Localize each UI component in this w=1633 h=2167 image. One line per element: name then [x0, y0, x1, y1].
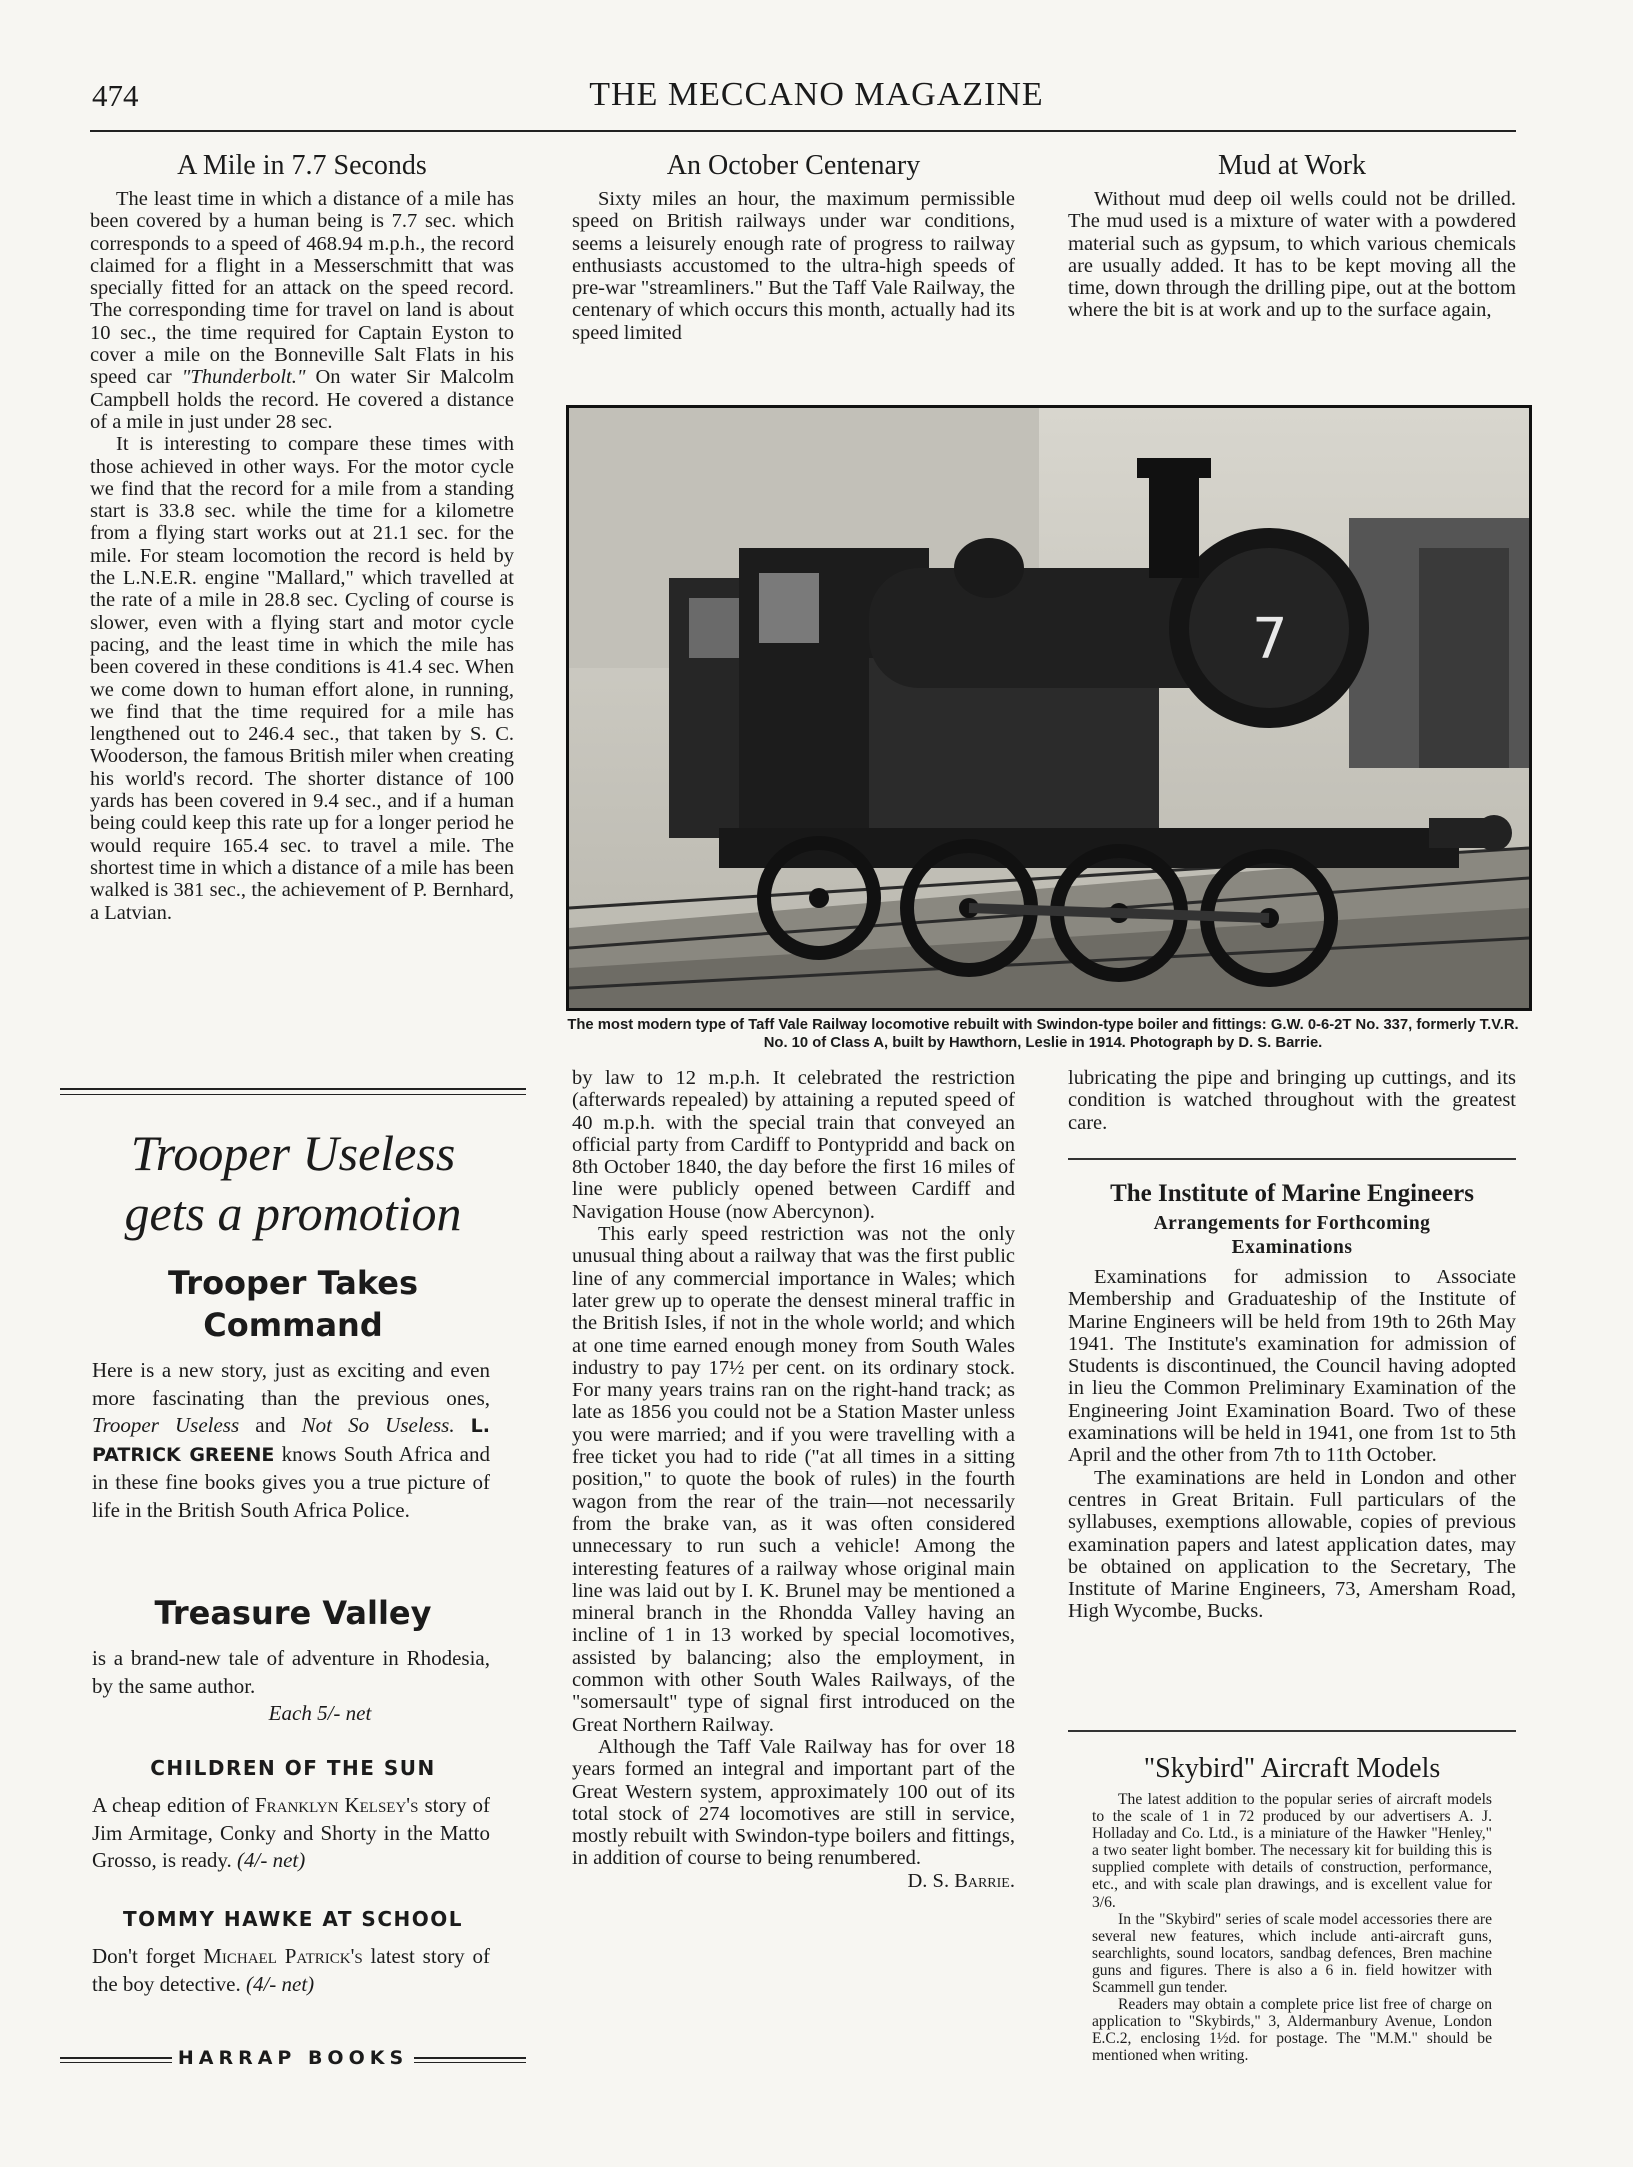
ad-book-description-4: Don't forget Michael Patrick's latest story of the boy detective. (4/- net)	[92, 1944, 491, 1996]
ad-book-price-2: Each 5/- net	[268, 1701, 372, 1725]
article-mile-para-2: It is interesting to compare these times with those achieved in other ways. For the motor cycle we find that the record for a mile from a standing start is 33.8 sec. while the time for a kilometre from a flying start works out at 21.1 sec. for the mile. For steam locomotion the record is held by the L.N.E.R. engine "Mallard," which travelled at the rate of a mile in 28.8 sec. Cycling of course is slower, even with a flying start and motor cycle pacing, and the least time in which the mile has been covered in these conditions is 41.4 sec. When we come down to human effort alone, in running, we find that the time required for a mile has lengthened out to 246.4 sec., that taken by S. C. Wooderson, the famous British miler when creating his world's record. The shorter distance of 100 yards has been covered in 9.4 sec., and if a human being could keep this rate up for a longer period he would require 165.4 sec. to travel a mile. The shortest time in which a distance of a mile has been walked is 381 sec., the achievement of P. Bernhard, a Latvian.	[90, 433, 514, 924]
article-skybird-para-1: The latest addition to the popular series of aircraft models to the scale of 1 in 72 produced by our advertisers A. J. Holladay and Co. Ltd., is a miniature of the Hawker "Henley," a two seater light bomber. The necessary kit for building this is supplied complete with details of construction, performance, etc., and with scale plan drawings, and is excellent value for 3/6.	[1092, 1791, 1492, 1911]
article-mud-para-1: Without mud deep oil wells could not be drilled. The mud used is a mixture of water with a powdered material such as gypsum, to which various chemicals are usually added. It has to be kept moving all the time, down through the drilling pipe, out at the bottom where the bit is at work and up to the surface again,	[1068, 188, 1516, 322]
section-divider	[1068, 1158, 1516, 1160]
publisher-name: HARRAP BOOKS	[172, 2047, 414, 2069]
locomotive-illustration	[569, 408, 1529, 1008]
article-mud	[1068, 150, 1516, 322]
locomotive-photo	[566, 405, 1532, 1011]
article-institute-para-2: The examinations are held in London and other centres in Great Britain. Full particulars of the syllabuses, exemptions allowable, copies of previous examination papers and latest application dates, may be obtained on application to the Secretary, The Institute of Marine Engineers, 73, Amersham Road, High Wycombe, Bucks.	[1068, 1466, 1516, 1623]
article-october-continued	[572, 1067, 1015, 1892]
page-number: 474	[92, 78, 139, 113]
ad-publisher-banner	[60, 2047, 526, 2073]
article-skybird-title: "Skybird" Aircraft Models	[1143, 1753, 1441, 1784]
article-october-para-1: Sixty miles an hour, the maximum permissible speed on British railways under war conditions, seems a leisurely enough rate of progress to railway enthusiasts accustomed to the ultra-high speeds of pre-war "streamliners." But the Taff Vale Railway, the centenary of which occurs this month, actually had its speed limited	[572, 188, 1015, 344]
article-skybird-para-2: In the "Skybird" series of scale model accessories there are several new features, which include anti-aircraft guns, searchlights, sound locators, sandbag defences, Bren machine guns and figures. There is also a 6 in. field howitzer with Scammell gun tender.	[1092, 1910, 1492, 1997]
ad-book-title-tommy-hawke: TOMMY HAWKE AT SCHOOL	[123, 1907, 463, 1931]
magazine-title: THE MECCANO MAGAZINE	[589, 76, 1044, 113]
section-divider	[1068, 1730, 1516, 1732]
article-october-para-3: This early speed restriction was not the only unusual thing about a railway that was the first public line of any commercial importance in Wales; which later grew up to operate the densest mineral traffic in the British Isles, if not in the whole world; and which at one time earned enough money from South Wales industry to pay 17½ per cent. on its ordinary stock. For many years trains ran on the right-hand track; as late as 1856 you could not be a Station Master unless you were married; and if you were travelling with a free ticket you had to ride ("at all times in a sitting position," to quote the book of rules) in the fourth wagon from the rear of the train—not necessarily from the brake van, as it was often considered unnecessary to run such a vehicle! Among the interesting features of a railway whose original main line was laid out by I. K. Brunel may be mentioned a mineral branch in the Rhondda Valley having an incline of 1 in 13 worked by special locomotives, assisted by balancing; also the employment, in common with other South Wales Railways, of the "somersault" type of signal first introduced on the Great Northern Railway.	[572, 1223, 1015, 1736]
article-mile-para-1: The least time in which a distance of a mile has been covered by a human being is 7.7 sec. which corresponds to a speed of 468.94 m.p.h., the record claimed for a flight in a Messerschmitt that was specially fitted for an attack on the speed record. The corresponding time for travel on land is about 10 sec., the time required for Captain Eyston to cover a mile on the Bonneville Salt Flats in his speed car "Thunderbolt." On water Sir Malcolm Campbell holds the record. He covered a distance of a mile in just under 28 sec.	[90, 188, 515, 433]
article-institute	[1068, 1178, 1516, 1623]
ad-headline-line-2: gets a promotion	[124, 1185, 462, 1241]
ad-book-description-2: is a brand-new tale of adventure in Rhodesia, by the same author.	[92, 1646, 490, 1698]
article-october-para-4: Although the Taff Vale Railway has for over 18 years formed an integral and important part of the Great Western system, approximately 100 out of its total stock of 274 locomotives are still in service, mostly rebuilt with Swindon-type boilers and fittings, in addition of course to being renumbered.	[572, 1735, 1015, 1870]
article-institute-title: The Institute of Marine Engineers	[1110, 1180, 1474, 1207]
header-rule	[90, 130, 1516, 132]
ad-book-description-1: Here is a new story, just as exciting and even more fascinating than the previous ones, Trooper Useless and Not So Useless. L. PATRICK GREENE knows South Africa and in these fine books gives you a true picture of life in the British South Africa Police.	[92, 1358, 490, 1522]
article-skybird	[1068, 1753, 1516, 2065]
article-october-para-2: by law to 12 m.p.h. It celebrated the restriction (afterwards repealed) by attaining a reputed speed of 40 m.p.h. with the special train that conveyed an official party from Cardiff to Pontypridd and back on 8th October 1840, the day before the first 16 miles of line were publicly opened between Cardiff and Navigation House (now Abercynon).	[572, 1067, 1015, 1223]
article-mud-para-2: lubricating the pipe and bringing up cuttings, and its condition is watched throughout with the greatest care.	[1068, 1067, 1516, 1134]
article-october	[572, 150, 1015, 344]
article-mud-continued	[1068, 1067, 1516, 1134]
ad-headline-line-1: Trooper Useless	[130, 1125, 456, 1181]
article-october-signature: D. S. Barrie.	[907, 1869, 1015, 1892]
article-skybird-para-3: Readers may obtain a complete price list free of charge on application to "Skybirds," 3, Aldermanbury Avenue, London E.C.2, enclosing 1½d. for postage. The "M.M." should be mentioned when writing.	[1092, 1996, 1492, 2065]
smokebox-number: 7	[1252, 607, 1288, 672]
ad-book-title-children-of-the-sun: CHILDREN OF THE SUN	[150, 1756, 436, 1780]
ad-top-rule	[60, 1088, 526, 1090]
ad-top-rule-thin	[60, 1094, 526, 1095]
ad-book-description-3: A cheap edition of Franklyn Kelsey's story of Jim Armitage, Conky and Shorty in the Matto Grosso, is ready. (4/- net)	[92, 1793, 490, 1872]
ad-book-title-trooper-takes-command: Trooper Takes Command	[167, 1264, 419, 1344]
article-mile-title: A Mile in 7.7 Seconds	[177, 150, 427, 181]
article-mile	[90, 150, 514, 924]
article-october-title: An October Centenary	[666, 150, 921, 181]
article-mud-title: Mud at Work	[1217, 150, 1367, 181]
photo-caption: The most modern type of Taff Vale Railway locomotive rebuilt with Swindon-type boiler and fittings: G.W. 0-6-2T No. 337, formerly T.V.R. No. 10 of Class A, built by Hawthorn, Leslie in 1914. Photograph by D. S. Barrie.	[567, 1017, 1519, 1051]
ad-book-title-treasure-valley: Treasure Valley	[154, 1594, 432, 1632]
article-institute-para-1: Examinations for admission to Associate Membership and Graduateship of the Institute of Marine Engineers will be held from 19th to 26th May 1941. The Institute's examination for admission of Students is discontinued, the Council having adopted in lieu the Common Preliminary Examination of the Engineering Joint Examination Board. Two of these examinations will be held in 1941, one from 1st to 5th April and the other from 7th to 11th October.	[1068, 1266, 1516, 1467]
article-institute-subtitle: Arrangements for Forthcoming Examinations	[1153, 1213, 1431, 1258]
